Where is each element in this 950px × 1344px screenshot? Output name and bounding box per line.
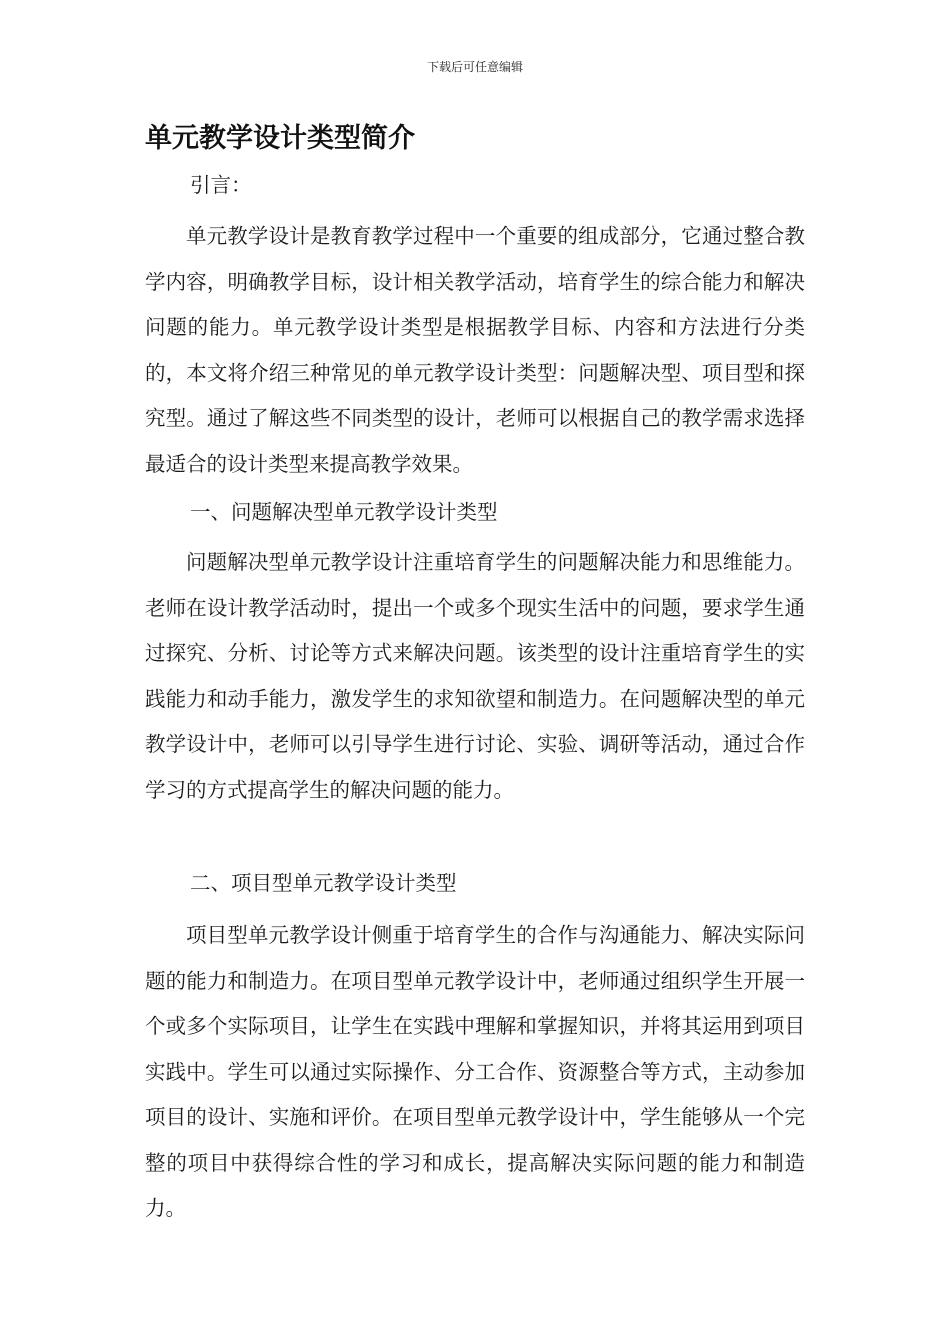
intro-paragraph: 单元教学设计是教育教学过程中一个重要的组成部分，它通过整合教学内容，明确教学目标，设计相关教学活动，培育学生的综合能力和解决问题的能力。单元教学设计类型是根据教学目标、内容和方法进行分类的，本文将介绍三种常见的单元教学设计类型：问题解决型、项目型和探究型。通过了解这些不同类型的设计，老师可以根据自己的教学需求选择最适合的设计类型来提高教学效果。 xyxy=(145,224,805,476)
section-body-problem-solving: 问题解决型单元教学设计注重培育学生的问题解决能力和思维能力。老师在设计教学活动时，提出一个或多个现实生活中的问题，要求学生通过探究、分析、讨论等方式来解决问题。该类型的设计注重培育学生的实践能力和动手能力，激发学生的求知欲望和制造力。在问题解决型的单元教学设计中，老师可以引导学生进行讨论、实验、调研等活动，通过合作学习的方式提高学生的解决问题的能力。 xyxy=(145,550,805,802)
section-heading-problem-solving: 一、问题解决型单元教学设计类型 xyxy=(190,500,498,524)
section-body-project: 项目型单元教学设计侧重于培育学生的合作与沟通能力、解决实际问题的能力和制造力。在项目型单元教学设计中，老师通过组织学生开展一个或多个实际项目，让学生在实践中理解和掌握知识，并将其运用到项目实践中。学生可以通过实际操作、分工合作、资源整合等方式，主动参加项目的设计、实施和评价。在项目型单元教学设计中，学生能够从一个完整的项目中获得综合性的学习和成长，提高解决实际问题的能力和制造力。 xyxy=(145,923,805,1220)
header-note: 下载后可任意编辑 xyxy=(426,60,523,74)
intro-label: 引言： xyxy=(190,173,252,197)
section-heading-project: 二、项目型单元教学设计类型 xyxy=(190,871,457,895)
document-title: 单元教学设计类型简介 xyxy=(145,123,415,154)
